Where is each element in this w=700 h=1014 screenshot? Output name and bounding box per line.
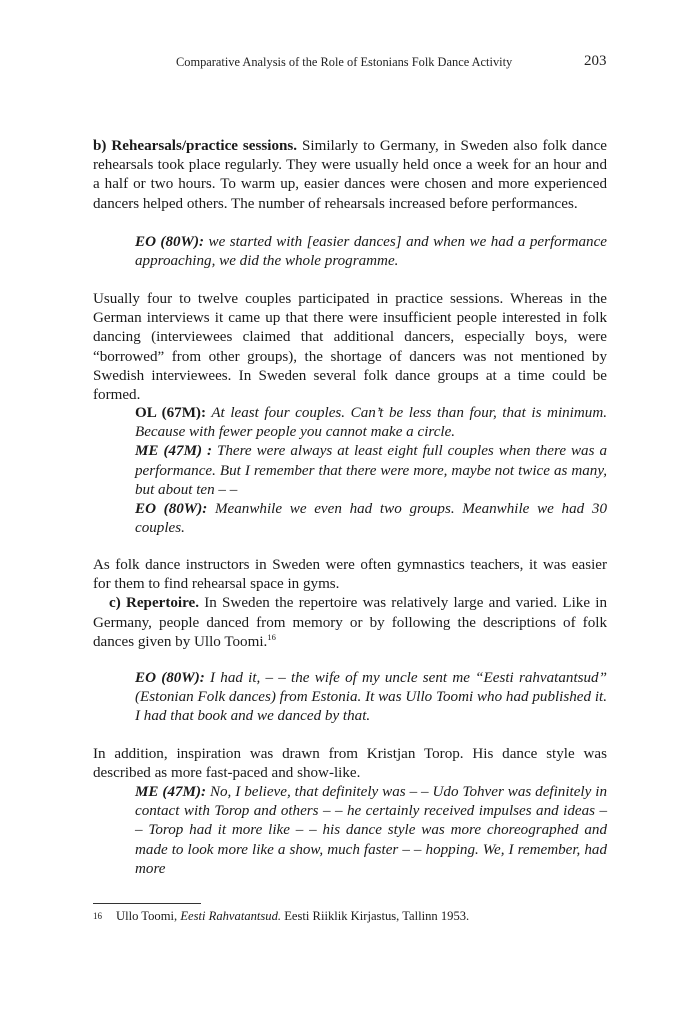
quote-text: Meanwhile we even had two groups. Meanwhile we had 30 couples.: [135, 501, 607, 537]
footnote-ref[interactable]: 16: [267, 631, 276, 642]
quote-speaker: EO (80W):: [135, 501, 208, 518]
quote-speaker: EO (80W):: [135, 670, 205, 686]
section-b-text: Similarly to Germany, in Sweden also folk dance rehearsals took place regularly. They were usually held once a week for an hour and a half or two hours. To warm up, easier dances were chosen and more experienced dancers helped others. The number of rehearsals increased before performances.: [93, 138, 607, 212]
section-c-paragraph: [93, 594, 607, 652]
quote-text: There were always at least eight full couples when there was a performance. But I remember that there were more, maybe not twice as many, but about ten – –: [135, 443, 607, 498]
quote-group-2: [135, 404, 607, 538]
quote-text: At least four couples. Can’t be less than four, that is minimum. Because with fewer people you cannot make a circle.: [135, 405, 607, 441]
paragraph-torop: In addition, inspiration was drawn from Kristjan Torop. His dance style was described as more fast-paced and show-like.: [93, 746, 607, 782]
quote-speaker: OL (67M):: [135, 405, 206, 421]
quote-me-4: [135, 783, 607, 879]
quote-eo-1: [135, 233, 607, 271]
quote-text: we started with [easier dances] and when we had a performance approaching, we did the whole programme.: [135, 234, 607, 270]
paragraph-couples: Usually four to twelve couples participated in practice sessions. Whereas in the German interviews it came up that there were insufficient people interested in folk dancing (interviewees claimed that additional dancers, especially boys, were “borrowed” from other groups), the shortage of dancers was not mentioned by Swedish interviewees. In Sweden several folk dance groups at a time could be formed.: [93, 291, 607, 404]
running-title: Comparative Analysis of the Role of Estonians Folk Dance Activity: [176, 55, 513, 69]
section-c-text: In Sweden the repertoire was relatively large and varied. Like in Germany, people danced from memory or by following the descriptions of folk dances given by Ullo Toomi.: [93, 595, 607, 650]
quote-text: No, I believe, that definitely was – – Udo Tohver was definitely in contact with Torop and others – – he certainly received impulses and ideas – – Torop had it more like – – his dance style was more choreographed and made to look more like a show, much faster – – hopping. We, I remember, had more: [135, 784, 607, 877]
running-header: [0, 53, 700, 75]
section-b-heading: b) Rehearsals/practice sessions.: [93, 138, 298, 154]
quote-eo-3: [135, 669, 607, 727]
quote-speaker: ME (47M):: [135, 784, 207, 800]
paragraph-gyms: As folk dance instructors in Sweden were often gymnastics teachers, it was easier for them to find rehearsal space in gyms. c) Repertoire. In Sweden the repertoire was relatively large and varied. Like in Germany, people danced from memory or by following the descriptions of folk dances given by Ullo Toomi.$^{16}$: [93, 556, 607, 652]
footnote-title: Eesti Rahvatantsud.: [180, 909, 282, 923]
quote-speaker: ME (47M) :: [135, 443, 213, 460]
footnote-divider: [93, 903, 201, 904]
page-number: 203: [584, 53, 607, 69]
quote-text: I had it, – – the wife of my uncle sent me “Eesti rahvatantsud” (Estonian Folk dances) from Estonia. It was Ullo Toomi who had published it. I had that book and we danced by that.: [135, 670, 607, 725]
section-c-heading: c) Repertoire.: [109, 595, 200, 612]
footnote-number: 16: [93, 911, 102, 921]
section-b-paragraph: [93, 137, 607, 214]
quote-speaker: EO (80W):: [135, 234, 205, 250]
footnote: 16 Ullo Toomi, Eesti Rahvatantsud. Eesti Riiklik Kirjastus, Tallinn 1953.: [93, 909, 470, 923]
